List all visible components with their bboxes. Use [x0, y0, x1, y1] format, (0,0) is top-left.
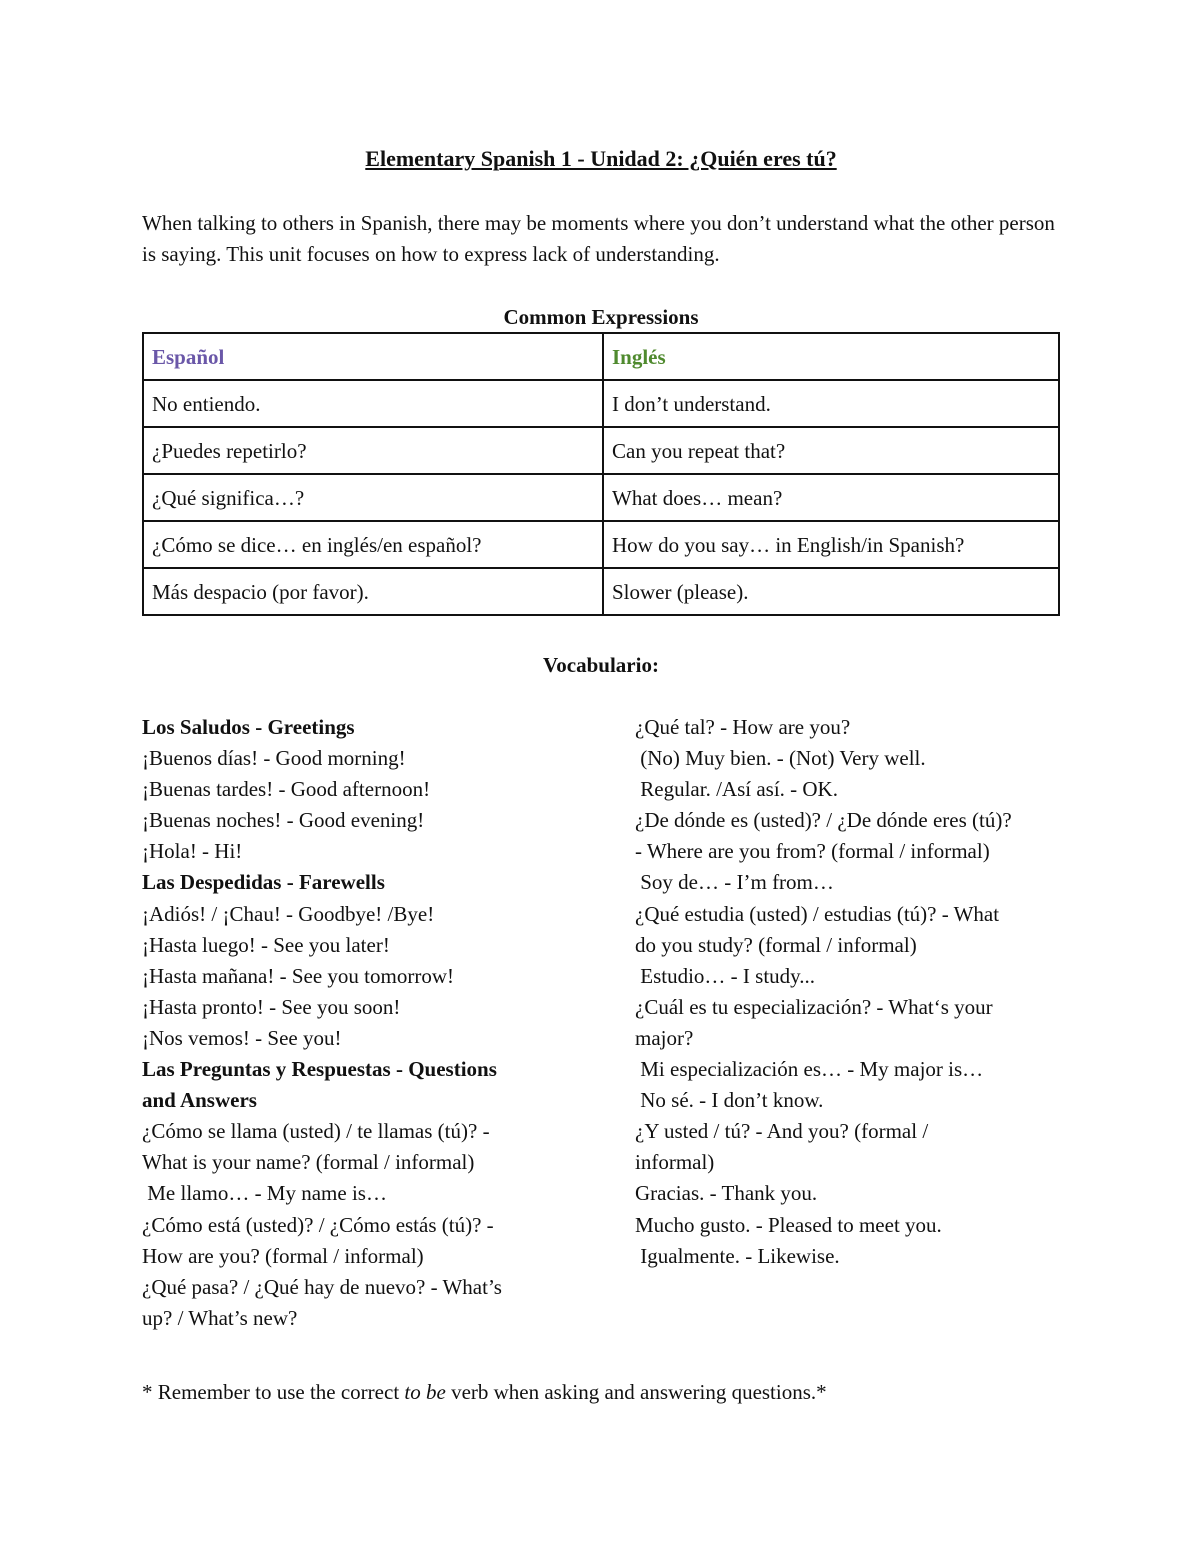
footer-emphasis: to be	[404, 1380, 446, 1404]
table-row	[143, 568, 1059, 615]
vocab-entry: Regular. /Así así. - OK.	[635, 777, 838, 802]
vocab-entry: ¿Y usted / tú? - And you? (formal /	[635, 1119, 929, 1144]
table-row	[143, 427, 1059, 474]
cell-espanol: ¿Cómo se dice… en inglés/en español?	[143, 521, 603, 568]
cell-espanol: Más despacio (por favor).	[143, 568, 603, 615]
vocab-entry: ¡Hola! - Hi!	[142, 839, 243, 864]
column-header-espanol: Español	[143, 333, 603, 380]
footer-note	[142, 1377, 1060, 1407]
vocab-entry: Estudio… - I study...	[635, 963, 816, 988]
vocab-entry: How are you? (formal / informal)	[142, 1243, 424, 1268]
vocab-entry: - Where are you from? (formal / informal)	[635, 839, 990, 864]
vocab-entry: No sé. - I don’t know.	[635, 1088, 824, 1113]
table-row	[143, 474, 1059, 521]
vocab-entry: ¿Cómo se llama (usted) / te llamas (tú)? -	[142, 1119, 490, 1144]
vocab-entry: ¡Buenas noches! - Good evening!	[142, 808, 425, 833]
footer-text-end: verb when asking and answering questions.*	[445, 1380, 827, 1404]
vocab-entry: ¿Cuál es tu especialización? - What‘s your	[635, 994, 993, 1019]
vocab-entry: ¿De dónde es (usted)? / ¿De dónde eres (tú)?	[635, 808, 1012, 833]
cell-ingles: I don’t understand.	[603, 380, 1059, 427]
expressions-table	[142, 332, 1060, 616]
vocab-entry: Mucho gusto. - Pleased to meet you.	[635, 1212, 942, 1237]
vocab-category-heading: and Answers	[142, 1088, 257, 1113]
vocab-entry: ¡Nos vemos! - See you!	[142, 1025, 342, 1050]
vocabulary-columns	[142, 712, 1060, 1352]
expressions-heading: Common Expressions	[503, 305, 699, 329]
vocab-category-heading: Las Despedidas - Farewells	[142, 870, 385, 895]
vocabulary-left-column	[142, 712, 562, 1334]
table-row	[143, 380, 1059, 427]
cell-ingles: What does… mean?	[603, 474, 1059, 521]
vocab-entry: ¿Qué pasa? / ¿Qué hay de nuevo? - What’s	[142, 1274, 502, 1299]
vocab-entry: ¡Buenas tardes! - Good afternoon!	[142, 777, 431, 802]
vocab-entry: Me llamo… - My name is…	[142, 1181, 387, 1206]
vocab-entry: ¿Qué tal? - How are you?	[635, 715, 851, 739]
vocab-entry: ¡Buenos días! - Good morning!	[142, 746, 406, 771]
vocab-entry: What is your name? (formal / informal)	[142, 1150, 475, 1175]
vocab-entry: ¡Hasta mañana! - See you tomorrow!	[142, 963, 454, 988]
vocab-entry: informal)	[635, 1150, 715, 1175]
vocab-entry: Igualmente. - Likewise.	[635, 1243, 840, 1268]
table-row	[143, 521, 1059, 568]
cell-espanol: ¿Puedes repetirlo?	[143, 427, 603, 474]
page-title: Elementary Spanish 1 - Unidad 2: ¿Quién eres tú?	[365, 146, 837, 171]
vocab-entry: ¿Qué estudia (usted) / estudias (tú)? - What	[635, 901, 1000, 926]
cell-espanol: ¿Qué significa…?	[143, 474, 603, 521]
table-header-row	[143, 333, 1059, 380]
vocab-entry: ¡Hasta luego! - See you later!	[142, 932, 390, 957]
vocab-entry: major?	[635, 1025, 694, 1050]
footer-text-start: * Remember to use the correct	[142, 1380, 405, 1404]
vocab-entry: (No) Muy bien. - (Not) Very well.	[635, 746, 926, 771]
intro-paragraph: When talking to others in Spanish, there may be moments where you don’t understand what the other person is saying. This unit focuses on how to express lack of understanding.	[142, 211, 1055, 266]
vocab-entry: Gracias. - Thank you.	[635, 1181, 818, 1206]
vocab-entry: Soy de… - I’m from…	[635, 870, 834, 895]
vocab-category-heading: Las Preguntas y Respuestas - Questions	[142, 1057, 497, 1082]
cell-espanol: No entiendo.	[143, 380, 603, 427]
vocab-entry: ¡Adiós! / ¡Chau! - Goodbye! /Bye!	[142, 901, 435, 926]
cell-ingles: Slower (please).	[603, 568, 1059, 615]
vocabulary-right-column	[635, 712, 1063, 1272]
vocabulary-heading: Vocabulario:	[543, 653, 659, 677]
vocab-entry: Mi especialización es… - My major is…	[635, 1057, 984, 1082]
document-page	[142, 140, 1060, 1404]
cell-ingles: How do you say… in English/in Spanish?	[603, 521, 1059, 568]
column-header-ingles: Inglés	[603, 333, 1059, 380]
vocab-entry: up? / What’s new?	[142, 1305, 298, 1330]
vocab-entry: ¡Hasta pronto! - See you soon!	[142, 994, 401, 1019]
cell-ingles: Can you repeat that?	[603, 427, 1059, 474]
vocab-entry: ¿Cómo está (usted)? / ¿Cómo estás (tú)? -	[142, 1212, 494, 1237]
vocab-category-heading: Los Saludos - Greetings	[142, 715, 355, 739]
vocab-entry: do you study? (formal / informal)	[635, 932, 917, 957]
